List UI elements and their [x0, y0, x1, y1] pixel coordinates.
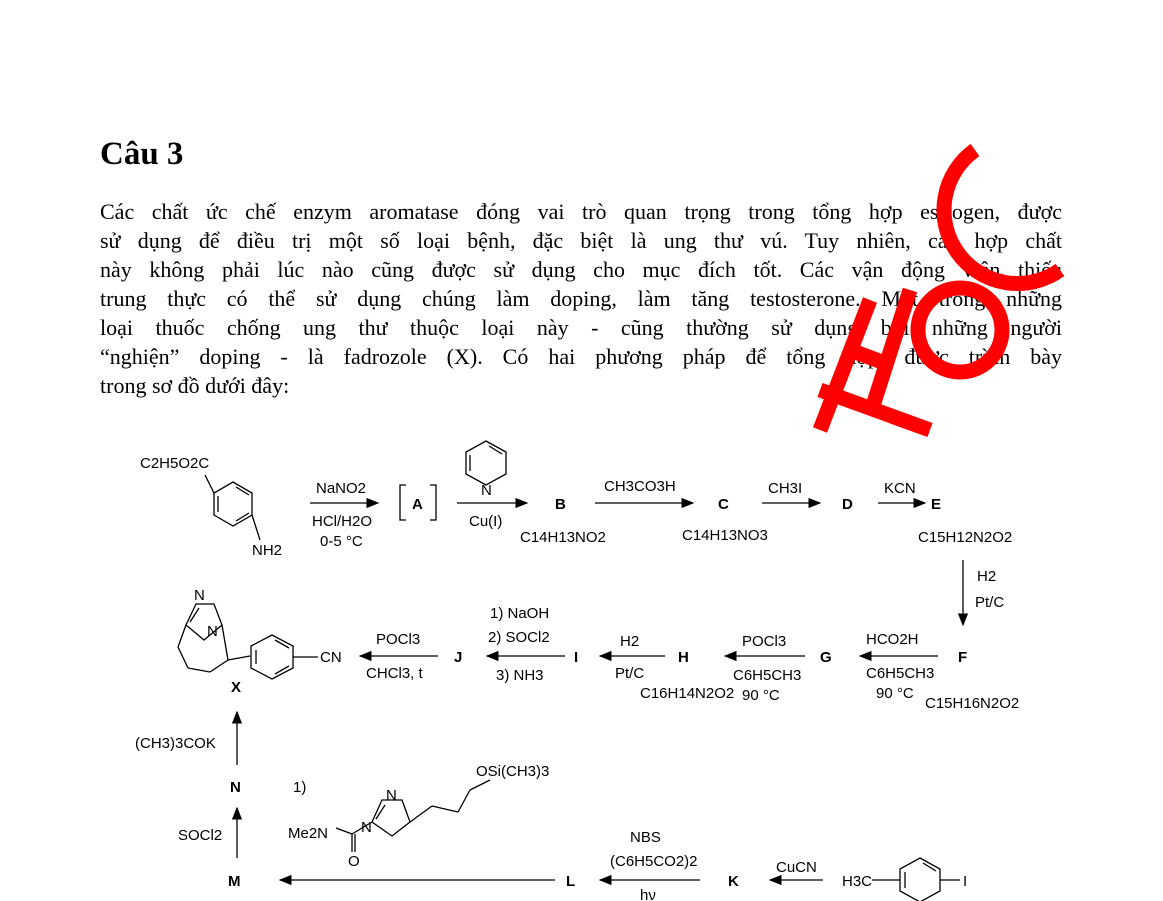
c-formula: C14H13NO3	[682, 527, 768, 544]
benzene-ring-iodotoluene	[900, 858, 940, 901]
r1-reagent: NaNO2	[316, 480, 367, 497]
compound-k: K	[728, 873, 739, 890]
compound-m: M	[228, 873, 241, 890]
paragraph-line: trong sơ đồ dưới đây:	[100, 373, 290, 398]
r14-step: 1)	[293, 779, 307, 796]
compound-n: N	[230, 779, 241, 796]
r15-initiator: (C6H5CO2)2	[610, 853, 698, 870]
paragraph-line: sử dụng để điều trị một số loại bệnh, đặc biệt là ung thư vú. Tuy nhiên, các hợp chất	[100, 228, 1062, 253]
r1-conditions: HCl/H2O	[312, 513, 373, 530]
r11-reagent: POCl3	[376, 631, 421, 648]
paragraph-line: này không phải lúc nào cũng được sử dụng cho mục đích tốt. Các vận động viên thiếu	[100, 257, 1062, 282]
r8-reagent: POCl3	[742, 633, 787, 650]
compound-j: J	[454, 649, 463, 666]
r1-temp: 0-5 °C	[320, 533, 363, 550]
paragraph-line: loại thuốc chống ung thư thuộc loại này - cũng thường sử dụng bởi những người	[100, 315, 1062, 340]
compound-l: L	[566, 873, 576, 890]
r5-reagent: KCN	[884, 480, 916, 497]
x-cn: CN	[320, 649, 342, 666]
r7-reagent: HCO2H	[866, 631, 919, 648]
pyridine-ring	[466, 441, 506, 485]
r11-conditions: CHCl3, t	[366, 665, 423, 682]
r14-osi: OSi(CH3)3	[476, 763, 550, 780]
compound-f: F	[958, 649, 968, 666]
compound-a: A	[412, 496, 423, 513]
r7-solvent: C6H5CH3	[866, 665, 935, 682]
r14-n2: N	[386, 787, 397, 804]
r4-reagent: CH3I	[768, 480, 803, 497]
paragraph-line: “nghiện” doping - là fadrozole (X). Có hai phương pháp để tổng hợp, được trình bày	[100, 344, 1062, 369]
pyridine-n: N	[481, 482, 492, 499]
compound-d: D	[842, 496, 853, 513]
benzene-ring-start	[214, 482, 252, 526]
h-formula: C16H14N2O2	[640, 685, 735, 702]
compound-x: X	[231, 679, 242, 696]
r10-step2: 2) SOCl2	[488, 629, 550, 646]
start2-methyl: H3C	[842, 873, 873, 890]
start-amine-label: NH2	[252, 542, 283, 559]
paragraph-line: trung thực có thể sử dụng chúng làm doping, làm tăng testosterone. Một trong những	[100, 286, 1062, 311]
r14-n1: N	[361, 819, 372, 836]
r15-reagent: NBS	[630, 829, 661, 846]
compound-c: C	[718, 496, 729, 513]
e-formula: C15H12N2O2	[918, 529, 1013, 546]
paragraph-line: Các chất ức chế enzym aromatase đóng vai trò quan trọng trong tổng hợp estrogen, được	[100, 199, 1062, 224]
question-title: Câu 3	[100, 136, 184, 172]
r15-light: hν	[640, 887, 656, 901]
r8-solvent: C6H5CH3	[733, 667, 802, 684]
x-n1: N	[194, 587, 205, 604]
r14-o: O	[348, 853, 360, 870]
r8-temp: 90 °C	[742, 687, 780, 704]
compound-e: E	[931, 496, 942, 513]
r7-temp: 90 °C	[876, 685, 914, 702]
benzonitrile-ring-x	[251, 635, 293, 679]
r6-catalyst: Pt/C	[975, 594, 1005, 611]
r9-reagent: H2	[620, 633, 640, 650]
r6-reagent: H2	[977, 568, 997, 585]
start-ester-label: C2H5O2C	[140, 455, 210, 472]
r12-reagent: (CH3)3COK	[135, 735, 216, 752]
r13-reagent: SOCl2	[178, 827, 223, 844]
compound-h: H	[678, 649, 689, 666]
r10-step1: 1) NaOH	[490, 605, 550, 622]
compound-i: I	[574, 649, 579, 666]
r10-step3: 3) NH3	[496, 667, 544, 684]
start2-iodo: I	[963, 873, 968, 890]
r9-catalyst: Pt/C	[615, 665, 645, 682]
r16-reagent: CuCN	[776, 859, 817, 876]
b-formula: C14H13NO2	[520, 529, 606, 546]
f-formula: C15H16N2O2	[925, 695, 1020, 712]
imidazole-ring-reagent	[372, 800, 410, 836]
compound-g: G	[820, 649, 832, 666]
compound-b: B	[555, 496, 566, 513]
r2-catalyst: Cu(I)	[469, 513, 503, 530]
r14-me2n: Me2N	[288, 825, 329, 842]
r3-reagent: CH3CO3H	[604, 478, 676, 495]
x-n2: N	[207, 623, 218, 640]
